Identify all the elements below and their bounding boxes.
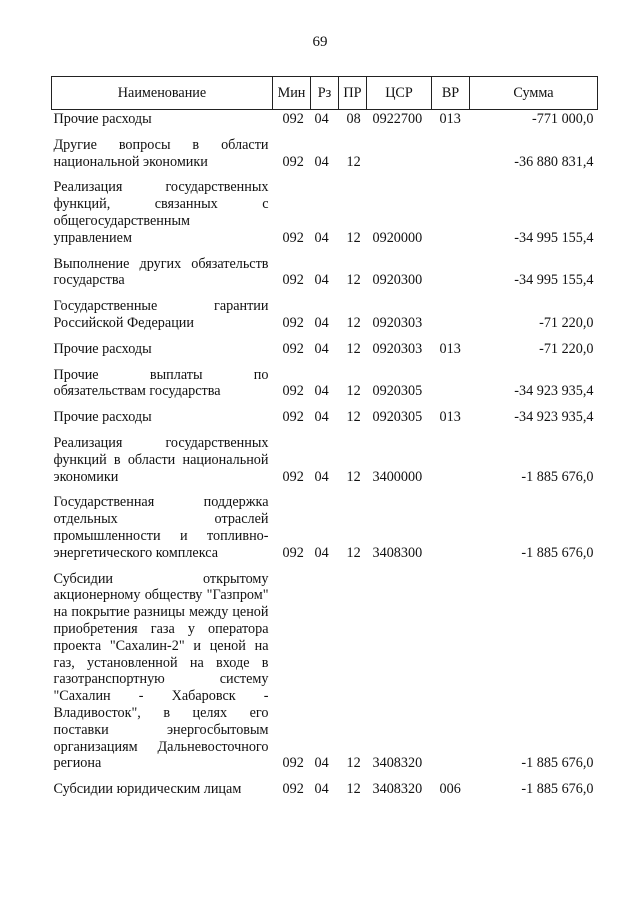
header-pr: ПР xyxy=(339,77,367,110)
row-csr: 0920303 xyxy=(372,340,423,357)
row-pr: 12 xyxy=(346,544,361,561)
row-name: Государственная поддержка отдельных отраслей промышленности и топливно-энергетического комплекса xyxy=(53,494,269,561)
header-min: Мин xyxy=(273,77,311,110)
row-min: 092 xyxy=(282,755,304,772)
row-min: 092 xyxy=(282,153,304,170)
row-min: 092 xyxy=(282,544,304,561)
row-sum: -771 000,0 xyxy=(532,111,594,127)
row-name: Прочие расходы xyxy=(53,409,152,426)
row-rz: 04 xyxy=(314,314,329,331)
table-row xyxy=(52,128,598,171)
row-vr xyxy=(432,128,470,171)
table-row xyxy=(52,110,598,128)
row-rz: 04 xyxy=(314,781,329,798)
row-sum: -34 923 935,4 xyxy=(514,383,594,400)
row-vr xyxy=(432,485,470,561)
row-min: 092 xyxy=(282,272,304,289)
row-pr: 12 xyxy=(346,229,361,246)
row-csr: 0920000 xyxy=(372,229,423,246)
row-rz: 04 xyxy=(314,409,329,426)
row-name: Реализация государственных функций в области национальной экономики xyxy=(53,434,269,485)
row-csr xyxy=(367,128,432,171)
table-row xyxy=(52,562,598,773)
row-rz: 04 xyxy=(314,229,329,246)
row-sum: -1 885 676,0 xyxy=(521,544,594,561)
row-min: 092 xyxy=(282,409,304,426)
header-csr: ЦСР xyxy=(367,77,432,110)
header-row xyxy=(52,77,598,110)
row-pr: 12 xyxy=(346,755,361,772)
row-name: Прочие расходы xyxy=(53,111,152,127)
header-vr: ВР xyxy=(432,77,470,110)
row-sum: -36 880 831,4 xyxy=(514,153,594,170)
row-rz: 04 xyxy=(314,272,329,289)
row-csr: 3408300 xyxy=(372,544,423,561)
row-min: 092 xyxy=(282,383,304,400)
row-pr: 12 xyxy=(346,153,361,170)
row-name: Прочие расходы xyxy=(53,340,152,357)
row-pr: 12 xyxy=(346,314,361,331)
row-rz: 04 xyxy=(314,383,329,400)
row-csr: 0920305 xyxy=(372,409,423,426)
table-row xyxy=(52,247,598,290)
row-min: 092 xyxy=(282,340,304,357)
row-name: Субсидии открытому акционерному обществу "Газпром" на покрытие разницы между ценой приобретения газа у оператора проекта "Сахалин-2" и ценой на газ, установленной на входе в газотранспортную систему "Сахалин - Хабаровск - Владивосток", в целях его поставки энергосбытовым организациям Дальневосточного региона xyxy=(53,570,269,772)
row-vr: 013 xyxy=(439,340,461,357)
row-min: 092 xyxy=(282,468,304,485)
row-csr: 0920300 xyxy=(372,272,423,289)
page-number: 69 xyxy=(312,34,328,50)
row-vr xyxy=(432,247,470,290)
row-sum: -1 885 676,0 xyxy=(521,755,594,772)
table-row xyxy=(52,289,598,332)
row-csr: 3408320 xyxy=(372,781,423,798)
row-csr: 0922700 xyxy=(372,111,423,127)
header-rz: Рз xyxy=(311,77,339,110)
row-sum: -34 995 155,4 xyxy=(514,272,594,289)
row-vr xyxy=(432,170,470,246)
row-rz: 04 xyxy=(314,468,329,485)
row-min: 092 xyxy=(282,781,304,798)
row-vr: 006 xyxy=(439,781,461,798)
row-vr xyxy=(432,562,470,773)
row-pr: 12 xyxy=(346,340,361,357)
row-pr: 12 xyxy=(346,272,361,289)
row-name: Прочие выплаты по обязательствам государства xyxy=(53,366,269,400)
row-vr: 013 xyxy=(439,111,461,127)
row-pr: 12 xyxy=(346,781,361,798)
row-vr xyxy=(432,358,470,401)
row-min: 092 xyxy=(282,314,304,331)
row-sum: -34 923 935,4 xyxy=(514,409,594,426)
row-rz: 04 xyxy=(314,544,329,561)
row-csr: 0920305 xyxy=(372,383,423,400)
row-name: Реализация государственных функций, связанных с общегосударственным управлением xyxy=(53,179,269,246)
table-row xyxy=(52,170,598,246)
row-vr: 013 xyxy=(439,409,461,426)
row-sum: -1 885 676,0 xyxy=(521,468,594,485)
table-row xyxy=(52,772,598,798)
row-sum: -34 995 155,4 xyxy=(514,229,594,246)
row-pr: 12 xyxy=(346,383,361,400)
row-sum: -71 220,0 xyxy=(539,314,594,331)
row-name: Государственные гарантии Российской Федерации xyxy=(53,298,269,331)
table-row xyxy=(52,400,598,426)
row-csr: 0920303 xyxy=(372,314,423,331)
row-pr: 12 xyxy=(346,409,361,426)
table-row xyxy=(52,332,598,358)
table-header xyxy=(52,77,598,110)
row-name: Субсидии юридическим лицам xyxy=(53,781,242,798)
row-pr: 12 xyxy=(346,468,361,485)
row-csr: 3400000 xyxy=(372,468,423,485)
table-body xyxy=(52,110,598,798)
row-csr: 3408320 xyxy=(372,755,423,772)
row-name: Другие вопросы в области национальной экономики xyxy=(53,136,269,170)
row-sum: -1 885 676,0 xyxy=(521,781,594,798)
row-sum: -71 220,0 xyxy=(539,340,594,357)
budget-table xyxy=(51,76,598,798)
table-row xyxy=(52,358,598,401)
row-rz: 04 xyxy=(314,153,329,170)
table-row xyxy=(52,426,598,485)
row-min: 092 xyxy=(282,229,304,246)
row-vr xyxy=(432,289,470,332)
header-name: Наименование xyxy=(52,77,273,110)
row-rz: 04 xyxy=(314,340,329,357)
row-min: 092 xyxy=(282,111,304,127)
row-vr xyxy=(432,426,470,485)
row-rz: 04 xyxy=(314,111,329,127)
row-pr: 08 xyxy=(346,111,361,127)
row-rz: 04 xyxy=(314,755,329,772)
row-name: Выполнение других обязательств государства xyxy=(53,255,269,289)
table-row xyxy=(52,485,598,561)
header-sum: Сумма xyxy=(470,77,598,110)
